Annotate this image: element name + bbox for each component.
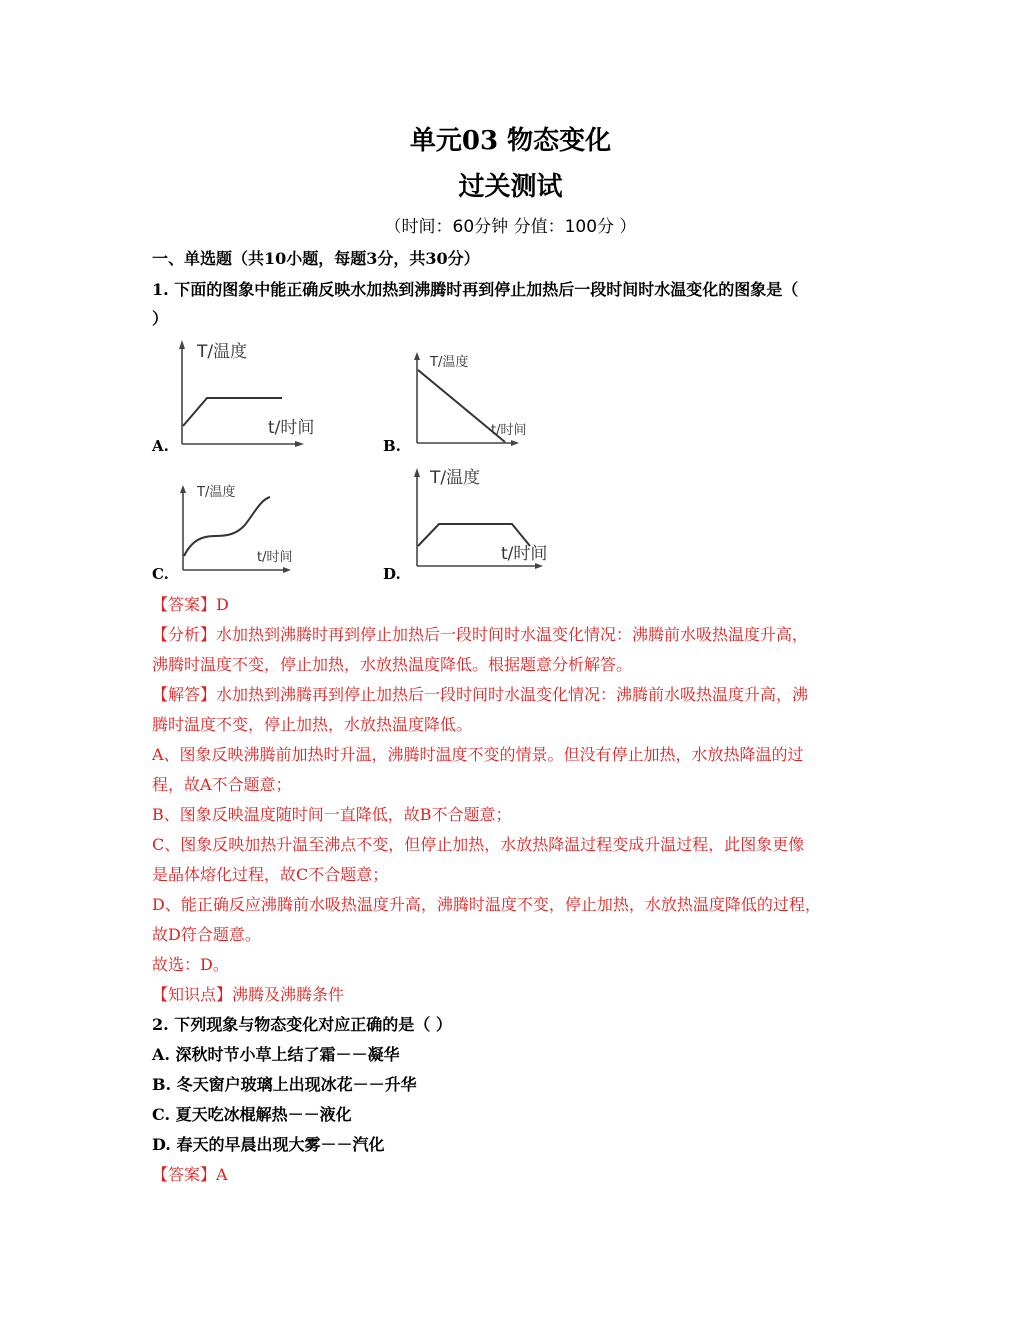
graph-c-xlabel: t/时间 <box>257 550 293 565</box>
q1-solution-line1: 【解答】水加热到沸腾再到停止加热后一段时间时水温变化情况：沸腾前水吸热温度升高，沸 <box>152 685 809 704</box>
graph-b-label: B. <box>383 437 401 455</box>
q1-stem-line1: 1. 下面的图象中能正确反映水加热到沸腾时再到停止加热后一段时间时水温变化的图象是（ <box>152 280 799 299</box>
q1-option-b-line1: B、图象反映温度随时间一直降低，故B不合题意； <box>152 805 512 824</box>
q1-answer: 【答案】D <box>152 595 229 614</box>
q1-option-a-line1: A、图象反映沸腾前加热时升温，沸腾时温度不变的情景。但没有停止加热，水放热降温的过 <box>152 745 804 764</box>
graph-c-x-arrow <box>283 567 291 573</box>
graph-a-label: A. <box>152 437 169 455</box>
q2-answer: 【答案】A <box>152 1165 228 1184</box>
q1-choice: 故选：D。 <box>152 955 229 974</box>
graph-c <box>170 480 305 575</box>
q1-analysis-line1: 【分析】水加热到沸腾时再到停止加热后一段时间时水温变化情况：沸腾前水吸热温度升高， <box>152 625 809 644</box>
q1-option-c-line1: C、图象反映加热升温至沸点不变，但停止加热，水放热降温过程变成升温过程，此图象更像 <box>152 835 805 854</box>
q2-stem: 2. 下列现象与物态变化对应正确的是（ ） <box>152 1015 452 1034</box>
graph-a-x-arrow <box>295 441 304 447</box>
q2-option-b: B. 冬天窗户玻璃上出现冰花－－升华 <box>152 1075 417 1094</box>
graph-d-y-arrow <box>414 468 420 477</box>
graph-b-ylabel: T/温度 <box>430 355 469 370</box>
graph-c-y-arrow <box>180 485 186 493</box>
graph-a <box>170 336 320 451</box>
q1-knowledge: 【知识点】沸腾及沸腾条件 <box>152 985 345 1004</box>
graph-d-curve <box>418 524 530 546</box>
doc-meta: （时间：60分钟 分值：100分 ） <box>384 217 637 237</box>
q1-solution-line2: 腾时温度不变，停止加热，水放热温度降低。 <box>152 715 473 734</box>
q2-option-c: C. 夏天吃冰棍解热－－液化 <box>152 1105 352 1124</box>
graph-b-y-arrow <box>414 352 420 360</box>
graph-a-y-arrow <box>179 340 185 349</box>
graph-c-curve <box>184 497 270 556</box>
graph-d-ylabel: T/温度 <box>430 468 481 488</box>
graph-b-xlabel: t/时间 <box>491 423 527 438</box>
q1-stem-line2: ） <box>152 309 169 328</box>
graph-b-x-arrow <box>511 440 519 446</box>
graph-c-label: C. <box>152 565 169 583</box>
graph-a-xlabel: t/时间 <box>268 418 315 438</box>
graph-b <box>405 348 530 450</box>
doc-subtitle: 过关测试 <box>458 172 563 202</box>
q1-option-a-line2: 程，故A不合题意； <box>152 775 292 794</box>
graph-a-ylabel: T/温度 <box>197 342 248 362</box>
q2-option-d: D. 春天的早晨出现大雾－－汽化 <box>152 1135 385 1154</box>
q1-analysis-line2: 沸腾时温度不变，停止加热，水放热温度降低。根据题意分析解答。 <box>152 655 633 674</box>
q1-option-c-line2: 是晶体熔化过程，故C不合题意； <box>152 865 389 884</box>
q2-option-a: A. 深秋时节小草上结了霜－－凝华 <box>152 1045 400 1064</box>
graph-d-xlabel: t/时间 <box>501 544 548 564</box>
graph-c-ylabel: T/温度 <box>197 485 236 500</box>
graph-d <box>405 464 555 574</box>
doc-title: 单元03 物态变化 <box>409 126 612 156</box>
q1-option-d-line1: D、能正确反应沸腾前水吸热温度升高，沸腾时温度不变，停止加热，水放热温度降低的过程， <box>152 895 821 914</box>
section-heading: 一、单选题（共10小题，每题3分，共30分） <box>152 249 480 268</box>
q1-option-d-line2: 故D符合题意。 <box>152 925 261 944</box>
graph-d-label: D. <box>383 565 401 583</box>
